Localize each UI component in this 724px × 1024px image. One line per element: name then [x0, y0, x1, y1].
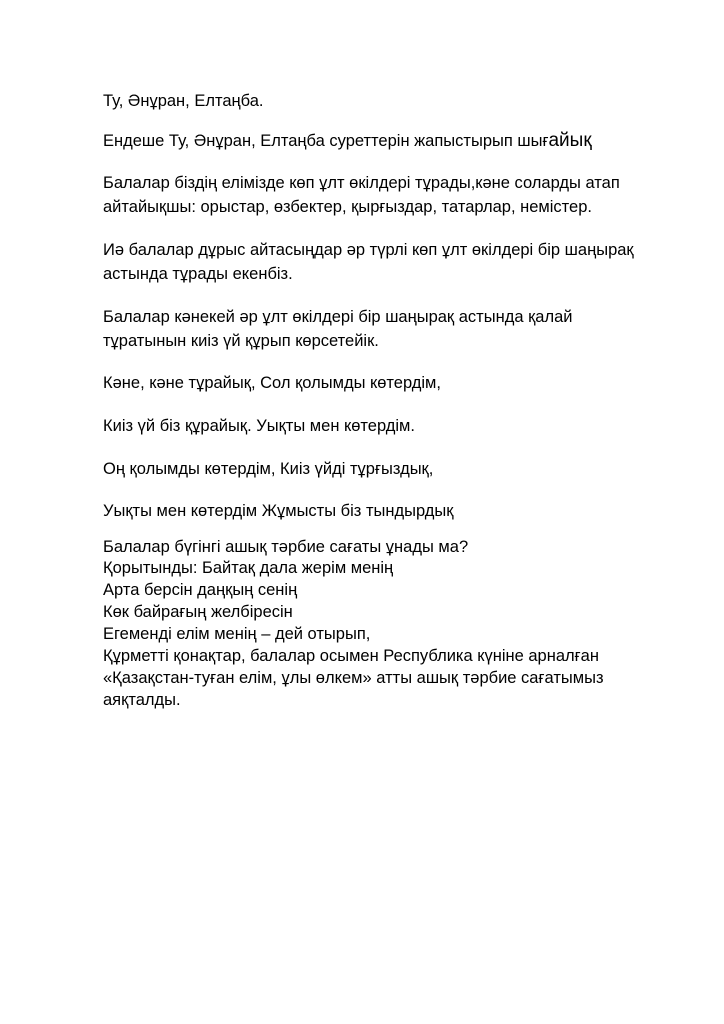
verse-line-4: Уықты мен көтердім Жұмысты біз тындырдық	[103, 502, 454, 520]
verse-line-3: Оң қолымды көтердім, Киіз үйді тұрғыздық,	[103, 460, 434, 478]
closing-line-8: аяқталды.	[103, 691, 181, 709]
document-heading: Ту, Әнұран, Елтаңба.	[103, 92, 264, 110]
closing-line-5: Егеменді елім менің – дей отырып,	[103, 625, 371, 643]
instruction-text: Ендеше Ту, Әнұран, Елтаңба суреттерін жапыстырып шығ	[103, 132, 549, 150]
closing-line-6: Құрметті қонақтар, балалар осымен Республика күніне арналған	[103, 647, 599, 665]
paragraph-1-line-2: айтайықшы: орыстар, өзбектер, қырғыздар, татарлар, немістер.	[103, 198, 592, 216]
closing-line-4: Көк байрағың желбіресін	[103, 603, 293, 621]
closing-line-2: Қорытынды: Байтақ дала жерім менің	[103, 559, 394, 577]
closing-line-3: Арта берсін даңқың сенің	[103, 581, 298, 599]
paragraph-3-line-2: тұратынын киіз үй құрып көрсетейік.	[103, 332, 379, 350]
closing-line-1: Балалар бүгінгі ашық тәрбие сағаты ұнады ма?	[103, 538, 469, 556]
paragraph-2-line-1: Иә балалар дұрыс айтасыңдар әр түрлі көп ұлт өкілдері бір шаңырақ	[103, 241, 634, 259]
paragraph-2-line-2: астында тұрады екенбіз.	[103, 265, 293, 283]
verse-line-2: Киіз үй біз құрайық. Уықты мен көтердім.	[103, 417, 415, 435]
instruction-tail: айық	[548, 130, 592, 151]
verse-line-1: Кәне, кәне тұрайық, Сол қолымды көтердім,	[103, 374, 441, 392]
instruction-line	[103, 131, 592, 151]
paragraph-1-line-1: Балалар біздің елімізде көп ұлт өкілдері тұрады,кәне соларды атап	[103, 174, 620, 192]
closing-line-7: «Қазақстан-туған елім, ұлы өлкем» атты ашық тәрбие сағатымыз	[103, 669, 604, 687]
paragraph-3-line-1: Балалар кәнекей әр ұлт өкілдері бір шаңырақ астында қалай	[103, 308, 573, 326]
